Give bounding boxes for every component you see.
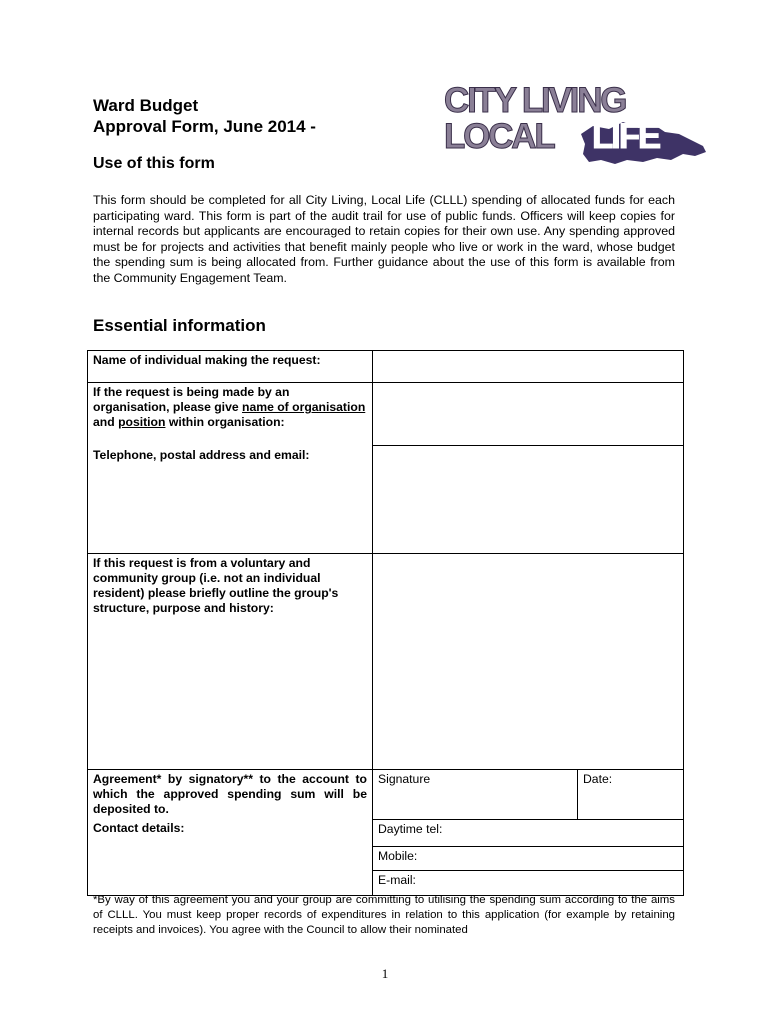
group-info-field[interactable] [373, 554, 684, 770]
signature-field[interactable]: Signature [373, 770, 578, 820]
contact-details-spacer-2 [88, 870, 373, 895]
page-number: 1 [381, 966, 389, 981]
email-field[interactable]: E-mail: [373, 870, 684, 895]
name-field[interactable] [373, 351, 684, 383]
agreement-footnote: *By way of this agreement you and your group are committing to utilising the spending sum according to the aims of CLLL. You must keep proper records of expenditures in relation to this application (for example by retaining receipts and invoices). You agree with the Council to allow their nominated [93, 894, 675, 936]
form-title [93, 95, 316, 137]
organisation-field[interactable] [373, 383, 684, 446]
group-info-label: If this request is from a voluntary and community group (i.e. not an individual resident) please briefly outline the group's structure, purpose and history: [88, 554, 373, 770]
form-title-line1: Ward Budget [93, 96, 199, 115]
logo-line-city-living: CITY LIVING [444, 81, 626, 120]
organisation-label: If the request is being made by an organisation, please give name of organisation and position within organisation: [88, 383, 373, 446]
contact-info-label: Telephone, postal address and email: [88, 446, 373, 554]
logo-line-life: LIFE [592, 117, 660, 156]
agreement-label: Agreement* by signatory** to the account to which the approved spending sum will be deposited to. [88, 770, 373, 820]
name-label: Name of individual making the request: [88, 351, 373, 383]
contact-details-spacer [88, 846, 373, 870]
date-field[interactable]: Date: [578, 770, 684, 820]
mobile-field[interactable]: Mobile: [373, 846, 684, 870]
daytime-tel-field[interactable]: Daytime tel: [373, 819, 684, 846]
use-of-form-text: This form should be completed for all City Living, Local Life (CLLL) spending of allocated funds for each participating ward. This form is part of the audit trail for use of public funds. Officers will keep copies for internal records but applicants are encouraged to retain copies for their own use. Any spending approved must be for projects and activities that benefit mainly people who live or work in the ward, whose budget the spending sum is being allocated from. Further guidance about the use of this form is available from the Community Engagement Team. [93, 193, 675, 285]
form-title-line2: Approval Form, June 2014 - [93, 117, 316, 136]
essential-info-table [87, 350, 684, 896]
use-of-form-heading: Use of this form [93, 155, 215, 172]
contact-details-label: Contact details: [88, 819, 373, 846]
essential-info-heading: Essential information [93, 316, 266, 335]
clll-logo [444, 82, 708, 168]
logo-line-local: LOCAL [444, 117, 554, 156]
contact-info-field[interactable] [373, 446, 684, 554]
